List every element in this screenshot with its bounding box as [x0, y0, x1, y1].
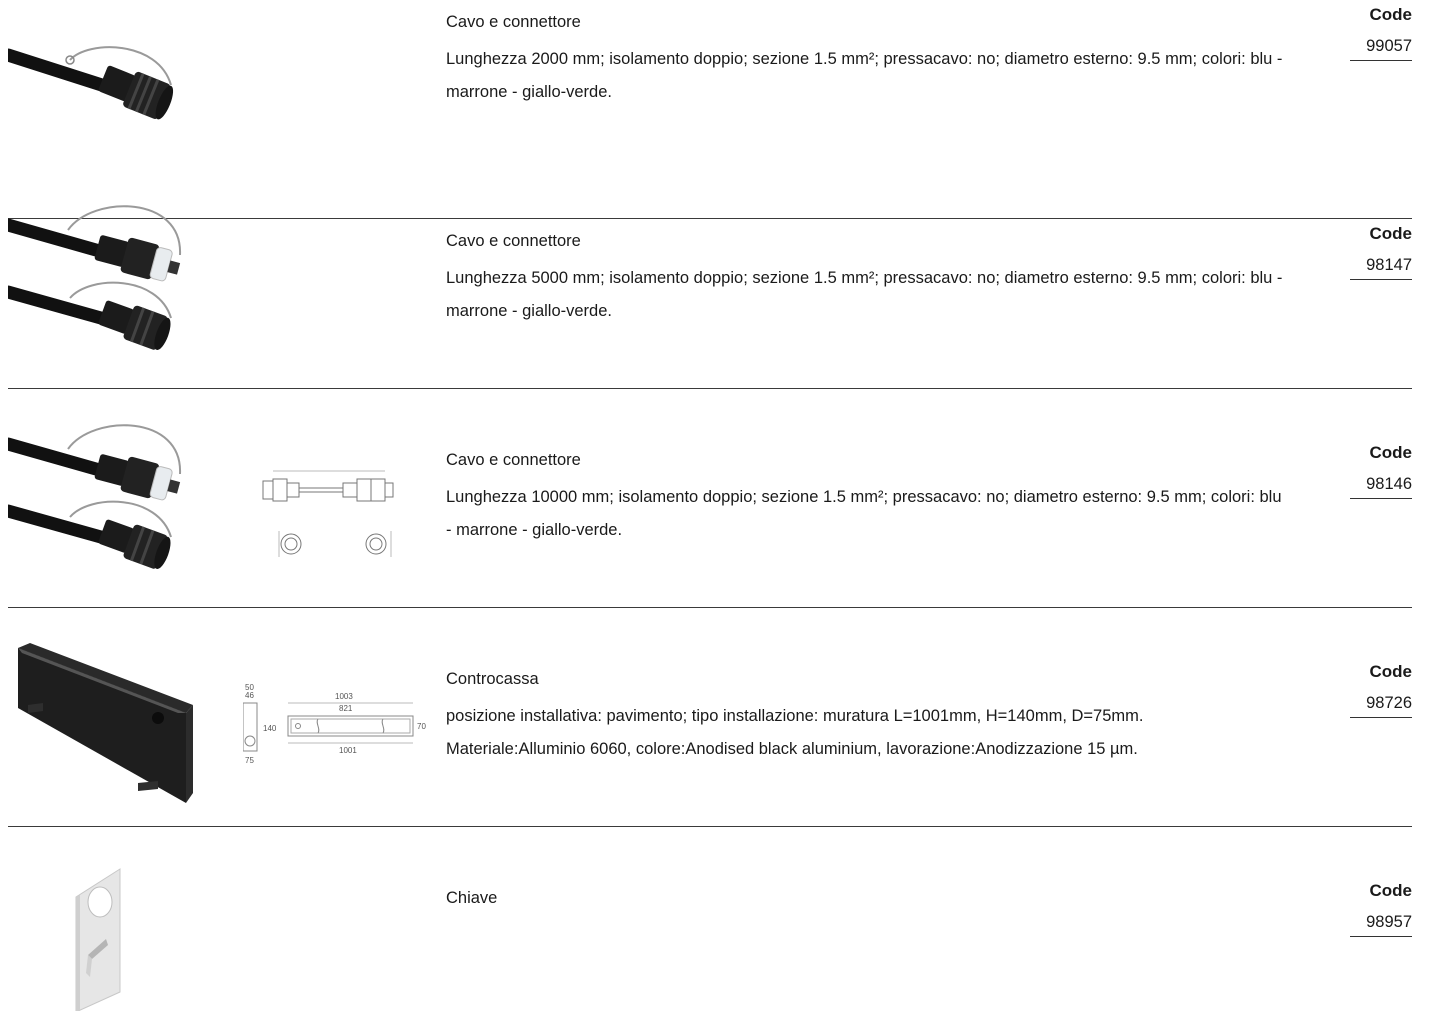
product-row [8, 608, 1412, 827]
product-description: Lunghezza 2000 mm; isolamento doppio; sezione 1.5 mm²; pressacavo: no; diametro esterno: 9.5 mm; colori: blu - marrone - giallo-verde. [446, 50, 1283, 101]
product-code-link[interactable]: 98147 [1350, 255, 1412, 280]
product-info [446, 230, 1286, 327]
product-description: Lunghezza 5000 mm; isolamento doppio; sezione 1.5 mm²; pressacavo: no; diametro esterno: 9.5 mm; colori: blu - marrone - giallo-verde. [446, 269, 1283, 320]
product-code-link[interactable]: 98957 [1350, 912, 1412, 937]
code-label: Code [1369, 662, 1412, 681]
product-description: Lunghezza 10000 mm; isolamento doppio; sezione 1.5 mm²; pressacavo: no; diametro esterno: 9.5 mm; colori: blu - marrone - giallo-verde. [446, 488, 1282, 539]
product-code-link[interactable]: 98726 [1350, 693, 1412, 718]
drawing-label: 70 [417, 722, 426, 731]
product-code-link[interactable]: 99057 [1350, 36, 1412, 61]
housing-box-image [8, 643, 208, 813]
cable-connector-image [8, 15, 208, 185]
code-label: Code [1369, 881, 1412, 900]
cable-connector-image [8, 419, 208, 589]
cable-technical-drawing [243, 459, 433, 579]
drawing-label: 140 [263, 724, 277, 733]
drawing-label: 75 [245, 756, 254, 765]
drawing-label: 1001 [339, 746, 357, 755]
drawing-label: 1003 [335, 692, 353, 701]
product-title: Controcassa [446, 670, 539, 688]
product-info [446, 11, 1286, 108]
product-row [8, 389, 1412, 608]
drawing-label: 821 [339, 704, 353, 713]
product-info [446, 887, 1286, 919]
drawing-label: 50 [245, 683, 254, 692]
product-title: Chiave [446, 889, 498, 907]
product-description: posizione installativa: pavimento; tipo installazione: muratura L=1001mm, H=140mm, D=75mm. Materiale:Alluminio 6060, colore:Anodised black aluminium, lavorazione:Anodizzazione 15 µm. [446, 707, 1144, 758]
code-label: Code [1369, 224, 1412, 243]
product-info [446, 668, 1286, 765]
cable-connector-image [8, 200, 208, 370]
product-row [8, 827, 1412, 1011]
product-code [1342, 881, 1412, 937]
product-code [1342, 443, 1412, 499]
product-info [446, 449, 1286, 546]
drawing-label: 46 [245, 691, 254, 700]
code-label: Code [1369, 443, 1412, 462]
product-row [8, 170, 1412, 389]
product-code [1342, 662, 1412, 718]
product-title: Cavo e connettore [446, 232, 581, 250]
product-title: Cavo e connettore [446, 451, 581, 469]
product-title: Cavo e connettore [446, 13, 581, 31]
code-label: Code [1369, 5, 1412, 24]
product-code [1342, 5, 1412, 61]
product-code-link[interactable]: 98146 [1350, 474, 1412, 499]
key-plate-image [8, 867, 208, 1011]
housing-technical-drawing [243, 683, 433, 803]
product-code [1342, 224, 1412, 280]
